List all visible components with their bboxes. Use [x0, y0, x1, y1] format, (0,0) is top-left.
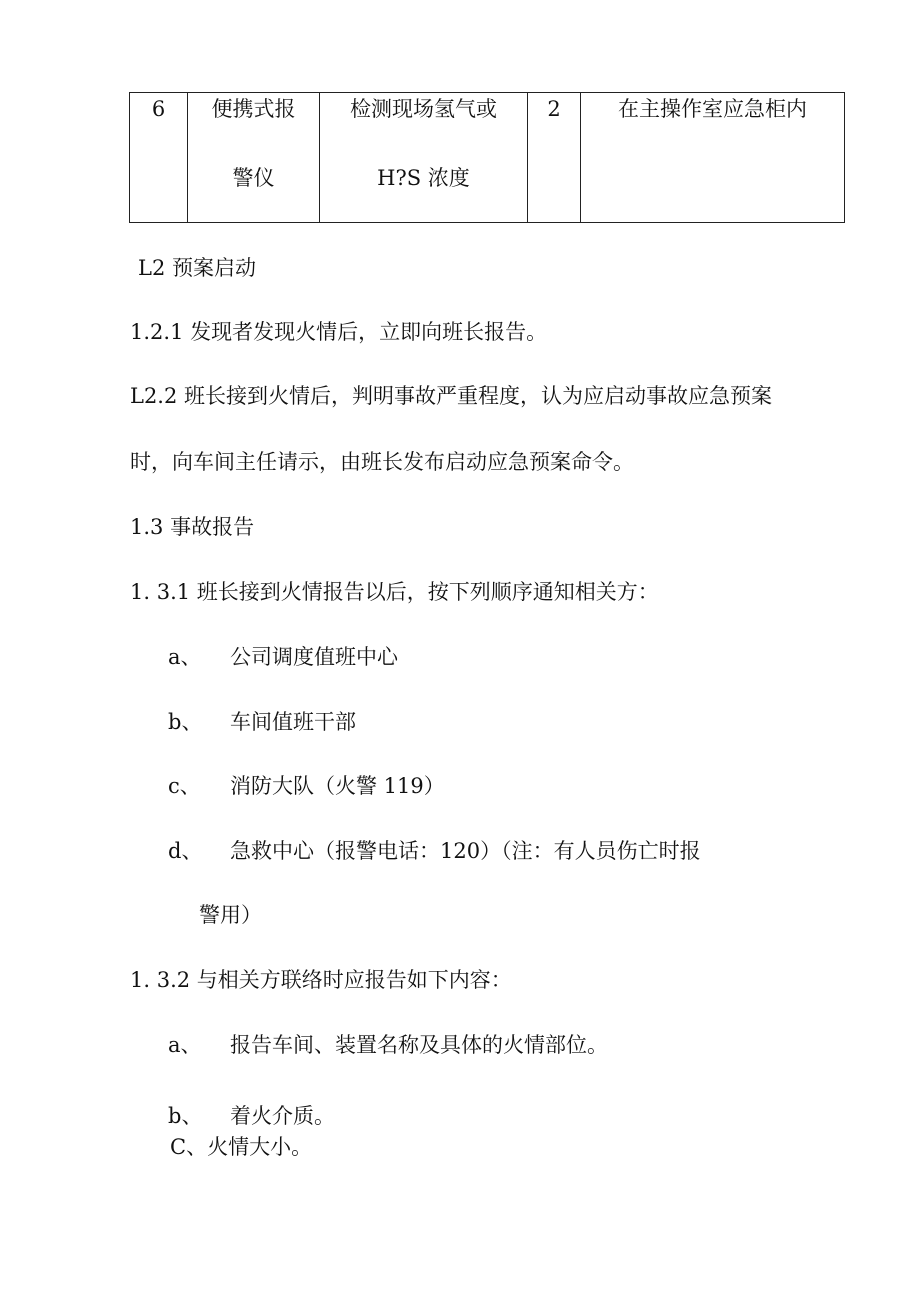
list-item-mark: c、: [168, 774, 201, 798]
quantity: 2: [547, 97, 561, 121]
section-1-3-title: 1.3 事故报告: [130, 515, 255, 539]
list-item-continuation: 警用）: [199, 903, 262, 927]
purpose-line1: 检测现场氢气或: [350, 97, 497, 121]
paragraph-1-2-1: 1.2.1 发现者发现火情后，立即向班长报告。: [130, 320, 548, 344]
paragraph-1-2-2-line1: L2.2 班长接到火情后，判明事故严重程度，认为应启动事故应急预案: [130, 384, 773, 408]
paragraph-1-3-1: 1. 3.1 班长接到火情报告以后，按下列顺序通知相关方：: [130, 580, 659, 604]
cell-equipment-name: [188, 93, 320, 223]
list-item-mark: b、: [168, 710, 203, 734]
paragraph-1-2-2-line2: 时，向车间主任请示，由班长发布启动应急预案命令。: [130, 450, 634, 474]
storage-location: 在主操作室应急柜内: [618, 97, 807, 121]
table-row: [130, 93, 845, 223]
section-1-2-title: L2 预案启动: [138, 256, 256, 280]
list-item-mark: a、: [168, 1033, 202, 1057]
list-item-mark: b、: [168, 1104, 203, 1128]
list-item-text: 报告车间、装置名称及具体的火情部位。: [230, 1033, 608, 1057]
list-item-mark: d、: [168, 839, 203, 863]
purpose-line2: H?S 浓度: [377, 166, 470, 190]
list-item-text: 着火介质。: [230, 1104, 335, 1128]
list-item-mark: a、: [168, 645, 202, 669]
equipment-name-line2: 警仪: [232, 166, 275, 190]
row-number: 6: [151, 97, 166, 121]
list-item-c: C、火情大小。: [170, 1135, 313, 1159]
paragraph-1-3-2: 1. 3.2 与相关方联络时应报告如下内容：: [130, 968, 512, 992]
cell-number: [130, 93, 188, 223]
list-item-text: 公司调度值班中心: [230, 645, 398, 669]
equipment-name-line1: 便携式报: [211, 97, 296, 121]
cell-quantity: [528, 93, 581, 223]
cell-location: [581, 93, 845, 223]
cell-purpose: [320, 93, 528, 223]
list-item-text: 车间值班干部: [230, 710, 356, 734]
list-item-text: 急救中心（报警电话：120）（注：有人员伤亡时报: [230, 839, 701, 863]
list-item-text: 消防大队（火警 119）: [230, 774, 445, 798]
equipment-table: [129, 92, 845, 223]
